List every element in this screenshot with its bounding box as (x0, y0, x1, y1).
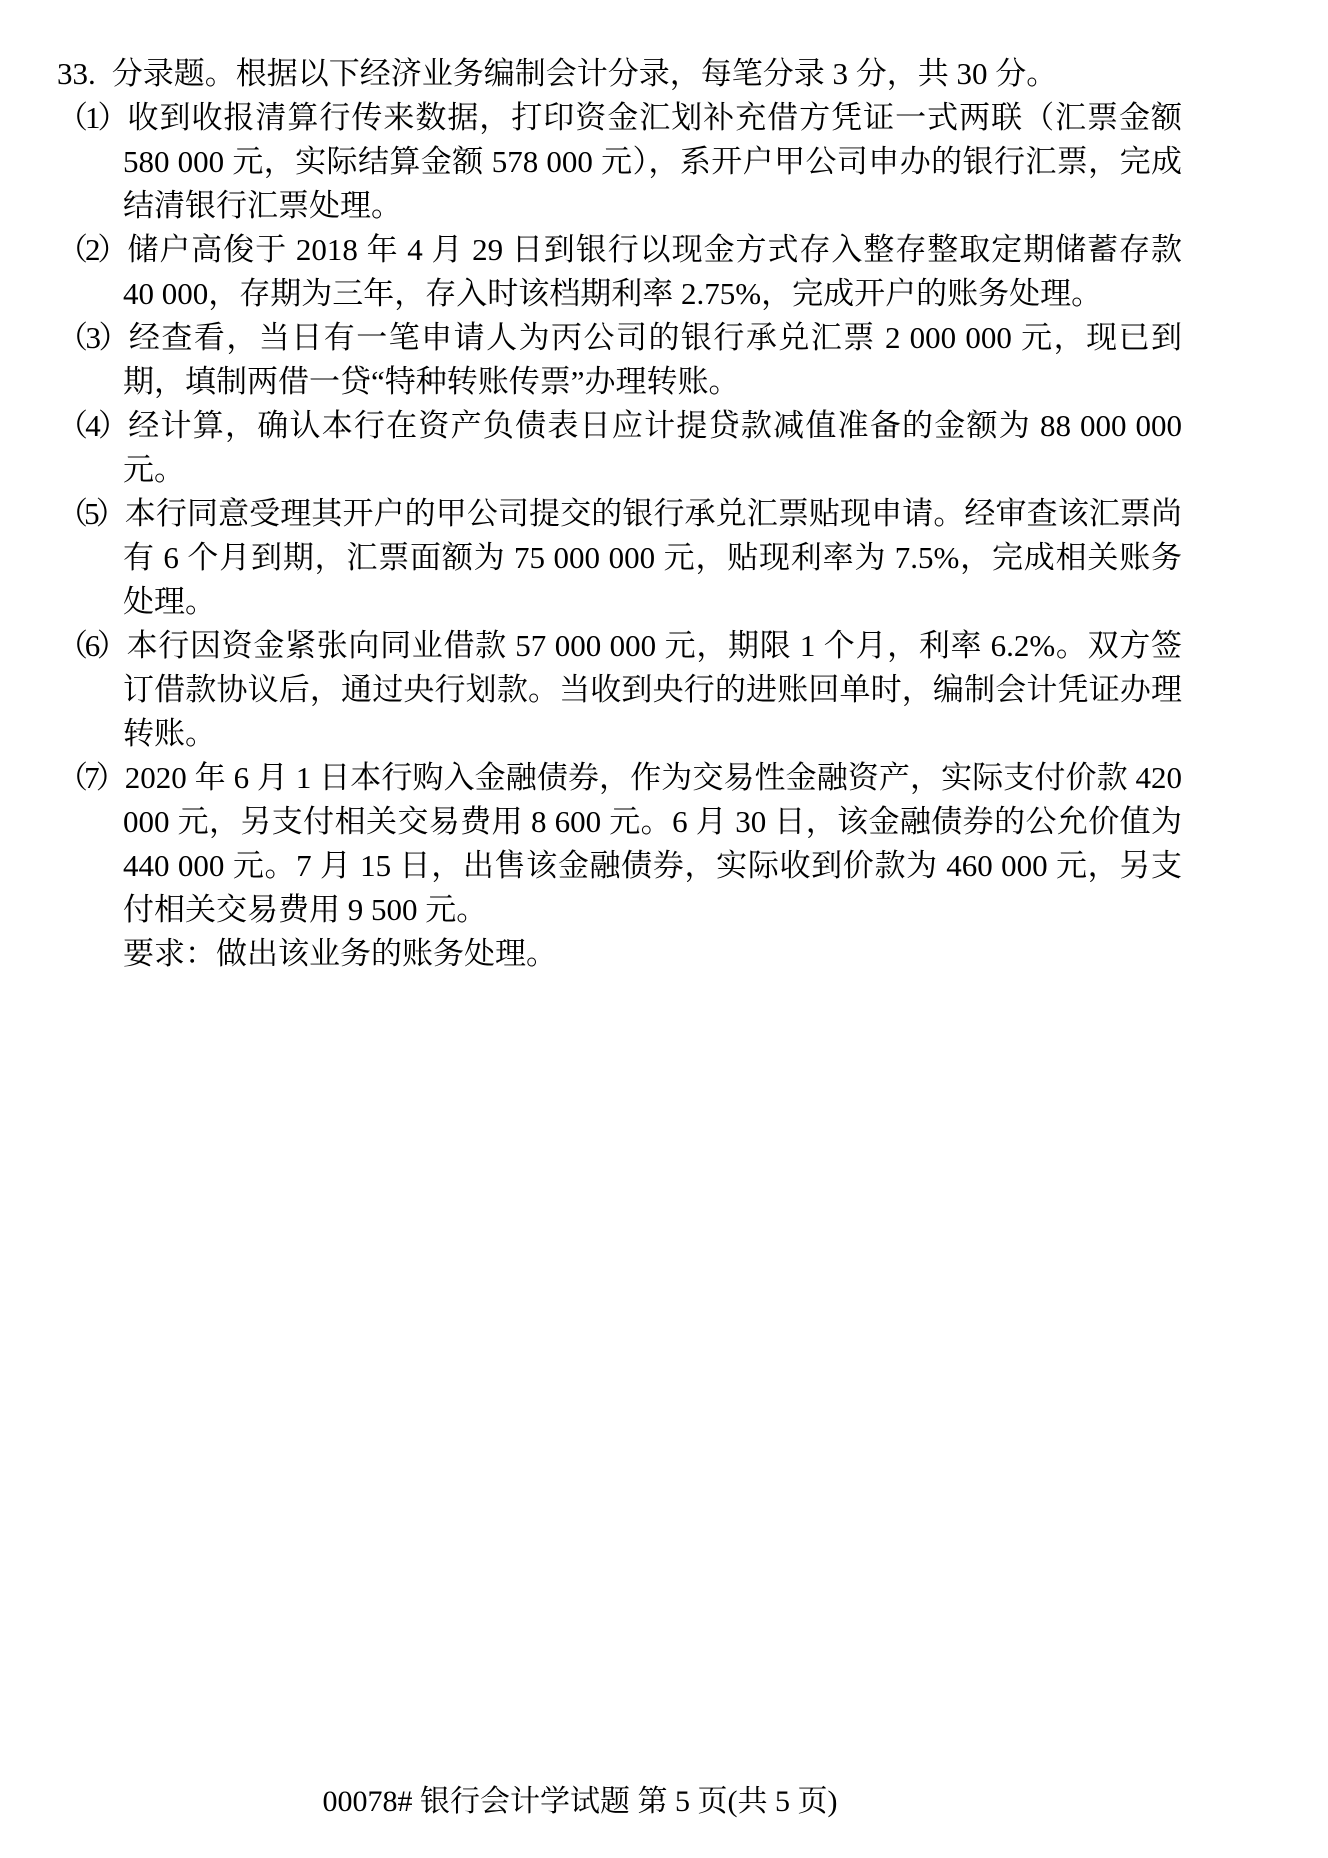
item-3-text: 经查看，当日有一笔申请人为丙公司的银行承兑汇票 2 000 000 元，现已到期，填制两借一贷“特种转账传票”办理转账。 (123, 320, 1183, 399)
question-item-7 (57, 756, 1182, 932)
item-1-marker: （1） (57, 100, 126, 135)
item-5-marker: （5） (57, 496, 123, 531)
question-item-4 (57, 404, 1182, 492)
question-item-6 (57, 624, 1182, 756)
item-3-marker: （3） (57, 320, 127, 355)
item-4-text: 经计算，确认本行在资产负债表日应计提贷款减值准备的金额为 88 000 000 元。 (123, 408, 1183, 487)
question-heading (57, 52, 1182, 96)
question-item-3 (57, 316, 1182, 404)
question-item-5 (57, 492, 1182, 624)
item-5-text: 本行同意受理其开户的甲公司提交的银行承兑汇票贴现申请。经审查该汇票尚有 6 个月到期，汇票面额为 75 000 000 元，贴现利率为 7.5%，完成相关账务处理。 (123, 496, 1183, 619)
item-6-text: 本行因资金紧张向同业借款 57 000 000 元，期限 1 个月，利率 6.2%。双方签订借款协议后，通过央行划款。当收到央行的进账回单时，编制会计凭证办理转账。 (123, 628, 1182, 751)
item-4-marker: （4） (57, 408, 127, 443)
requirement-line: 要求：做出该业务的账务处理。 (123, 936, 557, 971)
item-2-marker: （2） (57, 232, 126, 267)
item-1-text: 收到收报清算行传来数据，打印资金汇划补充借方凭证一式两联（汇票金额 580 000 元，实际结算金额 578 000 元），系开户甲公司申办的银行汇票，完成结清银行汇票处理。 (123, 100, 1183, 223)
question-block (57, 52, 1182, 976)
question-title: 分录题。根据以下经济业务编制会计分录，每笔分录 3 分，共 30 分。 (111, 56, 1058, 91)
item-2-text: 储户高俊于 2018 年 4 月 29 日到银行以现金方式存入整存整取定期储蓄存款 40 000，存期为三年，存入时该档期利率 2.75%，完成开户的账务处理。 (123, 232, 1182, 311)
question-item-2 (57, 228, 1182, 316)
page-footer: 00078# 银行会计学试题 第 5 页(共 5 页) (322, 1785, 838, 1818)
item-7-text: 2020 年 6 月 1 日本行购入金融债券，作为交易性金融资产，实际支付价款 420 000 元，另支付相关交易费用 8 600 元。6 月 30 日，该金融债券的公允价值为 440 000 元。7 月 15 日，出售该金融债券，实际收到价款为 460 000 元，另支付相关交易费用 9 500 元。 (123, 760, 1183, 927)
item-6-marker: （6） (57, 628, 125, 663)
item-7-marker: （7） (57, 760, 123, 795)
question-item-1 (57, 96, 1182, 228)
question-number: 33. (57, 56, 96, 91)
